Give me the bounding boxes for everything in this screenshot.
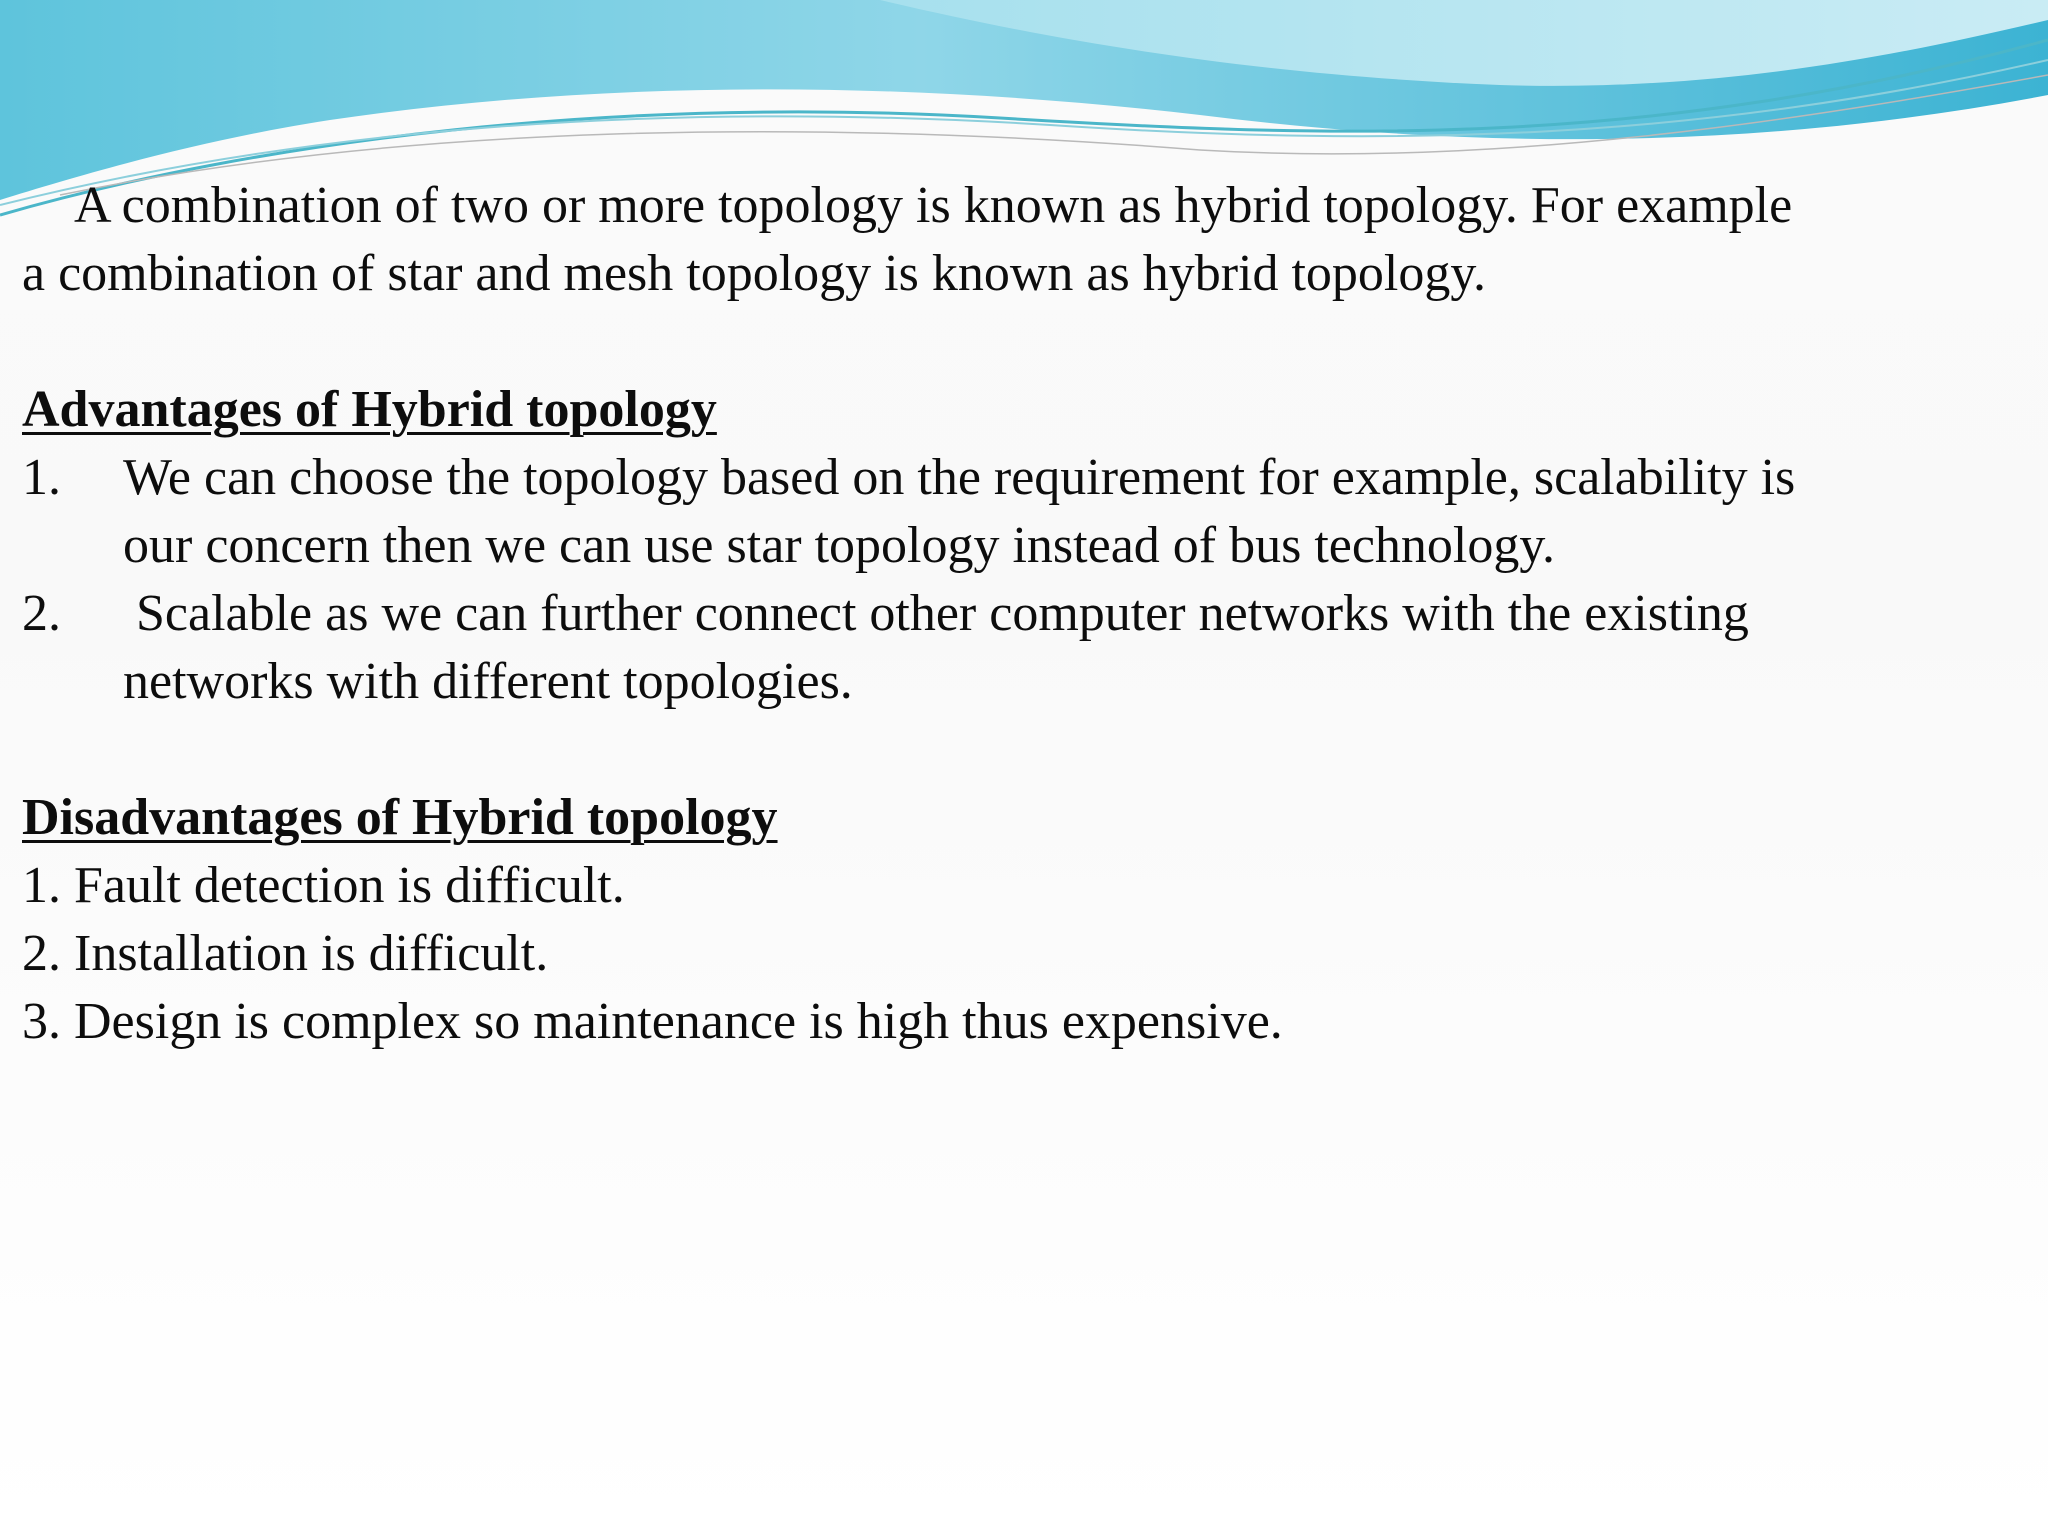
advantage-item-line: We can choose the topology based on the requirement for example, scalability is bbox=[123, 449, 1796, 506]
advantage-item-line: networks with different topologies. bbox=[123, 653, 853, 710]
advantage-item-number: 1. bbox=[22, 449, 61, 506]
spacer bbox=[22, 716, 2012, 784]
advantage-item-2 bbox=[22, 580, 2012, 716]
intro-line-2: a combination of star and mesh topology is known as hybrid topology. bbox=[22, 245, 1486, 302]
advantage-item-line: Scalable as we can further connect other computer networks with the existing bbox=[123, 585, 1749, 642]
advantage-item-number: 2. bbox=[22, 585, 61, 642]
spacer bbox=[22, 308, 2012, 376]
disadvantage-item: 3. Design is complex so maintenance is high thus expensive. bbox=[22, 993, 1283, 1050]
advantage-item-1 bbox=[22, 444, 2012, 580]
disadvantages-heading: Disadvantages of Hybrid topology bbox=[22, 789, 778, 846]
slide-body bbox=[22, 172, 2012, 1056]
disadvantage-item: 1. Fault detection is difficult. bbox=[22, 857, 625, 914]
disadvantage-item: 2. Installation is difficult. bbox=[22, 925, 549, 982]
intro-line-1: A combination of two or more topology is known as hybrid topology. For example bbox=[74, 177, 1793, 234]
advantage-item-line: our concern then we can use star topology instead of bus technology. bbox=[123, 517, 1556, 574]
advantages-heading: Advantages of Hybrid topology bbox=[22, 381, 717, 438]
